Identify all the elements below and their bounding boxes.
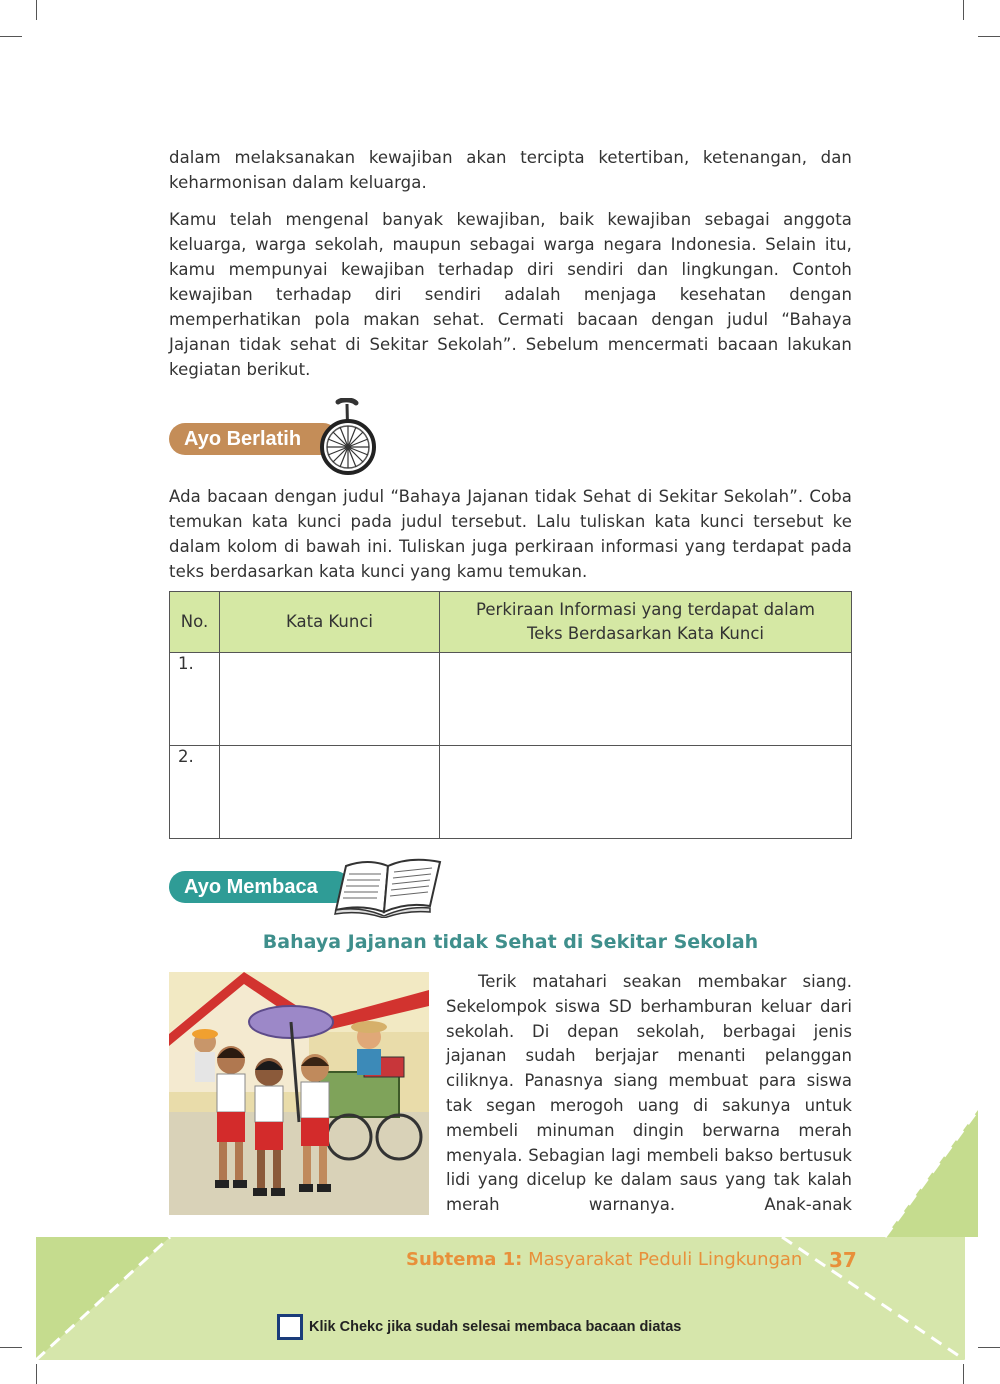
table-cell-kata-kunci[interactable]: [220, 653, 440, 746]
section-label: Ayo Berlatih: [184, 428, 302, 450]
table-header-perkiraan: Perkiraan Informasi yang terdapat dalam Teks Berdasarkan Kata Kunci: [440, 592, 852, 653]
students-buying-snacks-illustration: [169, 972, 429, 1215]
table-header-kata-kunci: Kata Kunci: [220, 592, 440, 653]
open-book-icon: [332, 856, 444, 918]
subtema-title: Masyarakat Peduli Lingkungan: [528, 1249, 803, 1270]
paragraph-intro: dalam melaksanakan kewajiban akan tercipta ketertiban, ketenangan, dan keharmonisan dalam keluarga.: [169, 148, 852, 192]
page-number: 37: [829, 1248, 857, 1272]
table-cell-no: 1.: [170, 653, 220, 746]
read-checkbox[interactable]: [277, 1314, 303, 1340]
story-body: [446, 970, 852, 1218]
instructions: Ada bacaan dengan judul “Bahaya Jajanan tidak Sehat di Sekitar Sekolah”. Coba temukan kata kunci pada judul tersebut. Lalu tuliskan kata kunci tersebut ke dalam kolom di bawah ini. Tuliskan juga perkiraan informasi yang terdapat pada teks berdasarkan kata kunci yang kamu temukan.: [169, 487, 852, 581]
table-cell-perkiraan[interactable]: [440, 653, 852, 746]
table-cell-kata-kunci[interactable]: [220, 746, 440, 839]
table-row: [170, 653, 852, 746]
table-header-no: No.: [170, 592, 220, 653]
subtema-separator: :: [515, 1249, 523, 1270]
read-checkbox-label[interactable]: Klik Chekc jika sudah selesai membaca bacaan diatas: [309, 1319, 682, 1335]
keyword-table: [169, 591, 852, 839]
story-text: Terik matahari seakan membakar siang. Sekelompok siswa SD berhamburan keluar dari sekolah. Di depan sekolah, berbagai jenis jajanan sudah berjajar menanti pelanggan ciliknya. Panasnya siang membuat para siswa tak segan merogoh uang di sakunya untuk membeli minuman dingin berwarna merah menyala. Sebagian lagi membeli bakso bertusuk lidi yang dicelup ke dalam saus yang tak kalah merah warnanya. Anak-anak: [446, 972, 852, 1215]
unicycle-icon: [312, 398, 382, 478]
subtema-label: Subtema 1: [406, 1249, 516, 1270]
read-confirmation[interactable]: [277, 1314, 681, 1340]
table-cell-no: 2.: [170, 746, 220, 839]
section-label: Ayo Membaca: [184, 876, 318, 898]
story-title: Bahaya Jajanan tidak Sehat di Sekitar Sekolah: [262, 931, 759, 953]
footer-subtema: [406, 1249, 802, 1270]
table-row: [170, 746, 852, 839]
paragraph-kewajiban: Kamu telah mengenal banyak kewajiban, baik kewajiban sebagai anggota keluarga, warga sekolah, maupun sebagai warga negara Indonesia. Selain itu, kamu mempunyai kewajiban terhadap diri sendiri dan lingkungan. Contoh kewajiban terhadap diri sendiri adalah menjaga kesehatan dengan memperhatikan pola makan sehat. Cermati bacaan dengan judul “Bahaya Jajanan tidak sehat di Sekitar Sekolah”. Sebelum mencermati bacaan lakukan kegiatan berikut.: [169, 210, 852, 379]
section-ayo-membaca: [169, 871, 351, 903]
table-cell-perkiraan[interactable]: [440, 746, 852, 839]
